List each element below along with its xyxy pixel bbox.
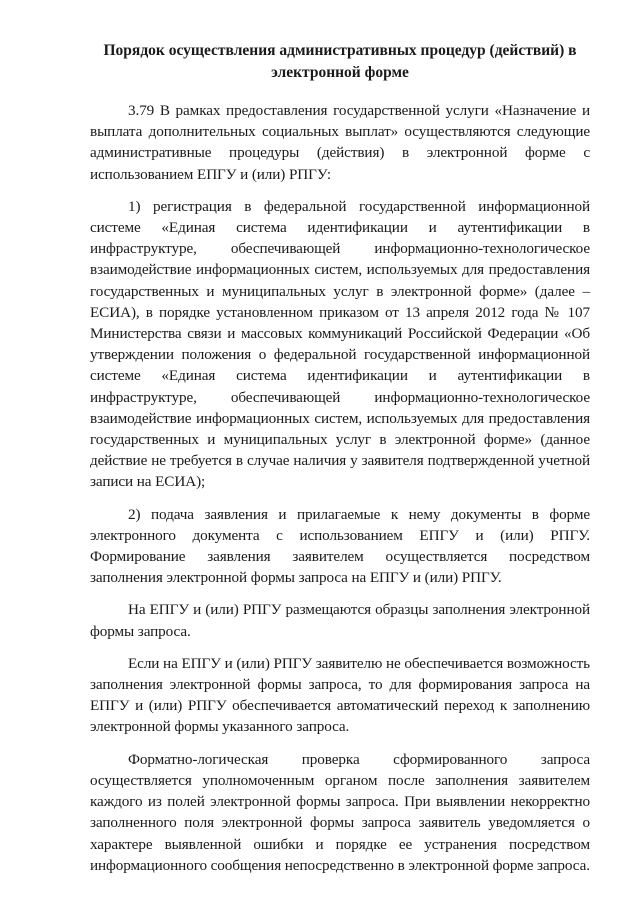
paragraph-intro: 3.79 В рамках предоставления государственной услуги «Назначение и выплата дополнительных социальных выплат» осуществляются следующие административные процедуры (действия) в электронной форме с использованием ЕПГУ и (или) РПГУ: (90, 102, 590, 183)
paragraph-format-check: Форматно-логическая проверка сформированного запроса осуществляется уполномоченным органом после заполнения заявителем каждого из полей электронной формы запроса. При выявлении некорректно заполненного поля электронной формы запроса заявитель уведомляется о характере выявленной ошибки и порядке ее устранения посредством информационного сообщения непосредственно в электронной форме запроса. (90, 750, 590, 874)
section-title: Порядок осуществления административных процедур (действий) в электронной форме (103, 42, 577, 81)
paragraph-samples: На ЕПГУ и (или) РПГУ размещаются образцы заполнения электронной формы запроса. (90, 601, 590, 640)
paragraph-item-1: 1) регистрация в федеральной государственной информационной системе «Единая система идентификации и аутентификации в инфраструктуре, обеспечивающей информационно-технологическое взаимодействие информационных систем, используемых для предоставления государственных и муниципальных услуг в электронной форме» (далее – ЕСИА), в порядке установленном приказом от 13 апреля 2012 года № 107 Министерства связи и массовых коммуникаций Российской Федерации «Об утверждении положения о федеральной государственной информационной системе «Единая система идентификации и аутентификации в инфраструктуре, обеспечивающей информационно-технологическое взаимодействие информационных систем, используемых для предоставления государственных и муниципальных услуг в электронной форме» (данное действие не требуется в случае наличия у заявителя подтвержденной учетной записи на ЕСИА); (90, 197, 590, 491)
paragraph-item-2: 2) подача заявления и прилагаемые к нему документы в форме электронного документа с использованием ЕПГУ и (или) РПГУ. Формирование заявления заявителем осуществляется посредством заполнения электронной формы запроса на ЕПГУ и (или) РПГУ. (90, 505, 590, 587)
document-page (90, 40, 590, 887)
paragraph-auto-transition: Если на ЕПГУ и (или) РПГУ заявителю не обеспечивается возможность заполнения электронной формы запроса, то для формирования запроса на ЕПГУ и (или) РПГУ обеспечивается автоматический переход к заполнению электронной формы указанного запроса. (90, 654, 590, 736)
